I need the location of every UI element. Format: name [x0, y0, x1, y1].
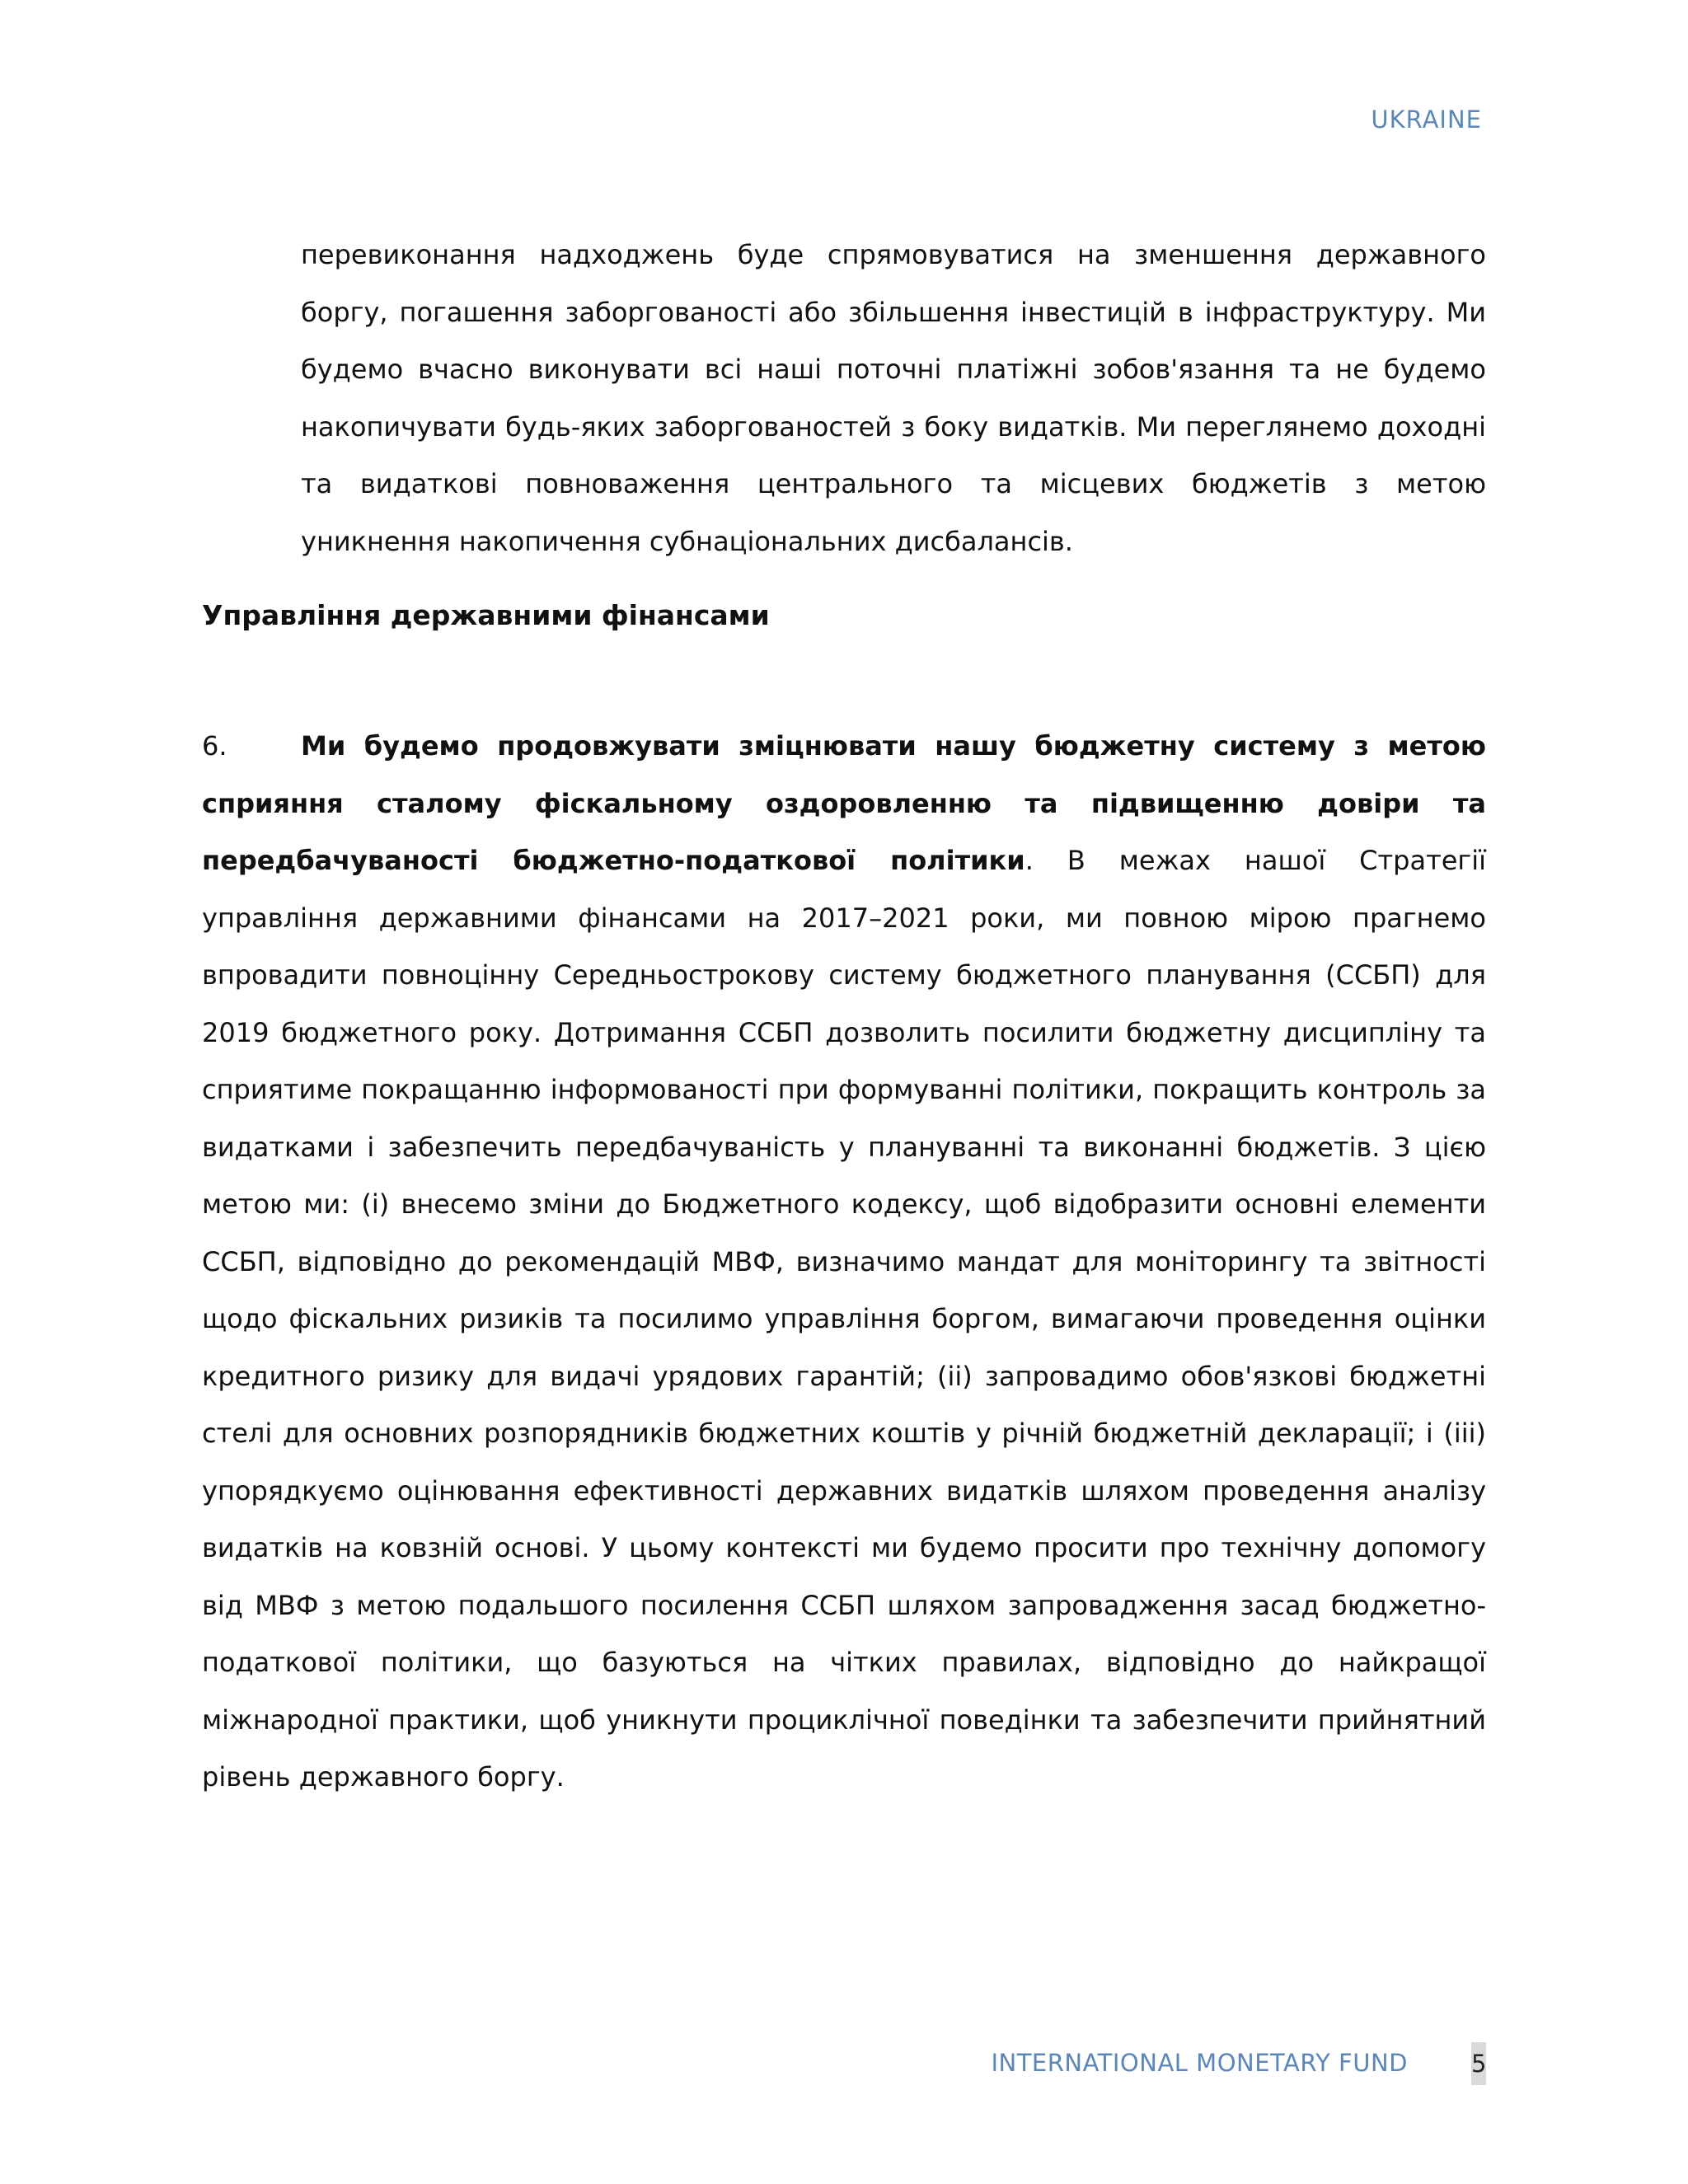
footer-organization: INTERNATIONAL MONETARY FUND: [991, 2049, 1408, 2077]
running-header-country: UKRAINE: [1371, 105, 1482, 134]
paragraph-body-text: . В межах нашої Стратегії управління державними фінансами на 2017–2021 роки, ми повною мірою прагнемо впровадити повноцінну Середньострокову систему бюджетного планування (ССБП) для 2019 бюджетного року. Дотримання ССБП дозволить посилити бюджетну дисципліну та сприятиме покращанню інформованості при формуванні політики, покращить контроль за видатками і забезпечить передбачуваність у плануванні та виконанні бюджетів. З цією метою ми: (i) внесемо зміни до Бюджетного кодексу, щоб відобразити основні елементи ССБП, відповідно до рекомендацій МВФ, визначимо мандат для моніторингу та звітності щодо фіскальних ризиків та посилимо управління боргом, вимагаючи проведення оцінки кредитного ризику для видачі урядових гарантій; (ii) запровадимо обов'язкові бюджетні стелі для основних розпорядників бюджетних коштів у річній бюджетній декларації; і (iii) упорядкуємо оцінювання ефективності державних видатків шляхом проведення аналізу видатків на ковзній основі. У цьому контексті ми будемо просити про технічну допомогу від МВФ з метою подальшого посилення ССБП шляхом запровадження засад бюджетно-податкової політики, що базуються на чітких правилах, відповідно до найкращої міжнародної практики, щоб уникнути проциклічної поведінки та забезпечити прийнятний рівень державного боргу.: [202, 845, 1486, 1793]
page-number: 5: [1471, 2042, 1486, 2085]
numbered-paragraph: [202, 718, 1486, 1807]
paragraph-number: 6.: [202, 730, 227, 762]
section-heading: Управління державними фінансами: [202, 599, 770, 631]
paragraph-lead-bold-text: Ми будемо продовжувати зміцнювати нашу бюджетну систему з метою сприяння сталому фіскальному оздоровленню та підвищенню довіри та передбачуваності бюджетно-податкової політики: [202, 730, 1486, 876]
continuation-paragraph: перевиконання надходжень буде спрямовуватися на зменшення державного боргу, погашення заборгованості або збільшення інвестицій в інфраструктуру. Ми будемо вчасно виконувати всі наші поточні платіжні зобов'язання та не будемо накопичувати будь-яких заборгованостей з боку видатків. Ми переглянемо доходні та видаткові повноваження центрального та місцевих бюджетів з метою уникнення накопичення субнаціональних дисбалансів.: [301, 239, 1486, 557]
